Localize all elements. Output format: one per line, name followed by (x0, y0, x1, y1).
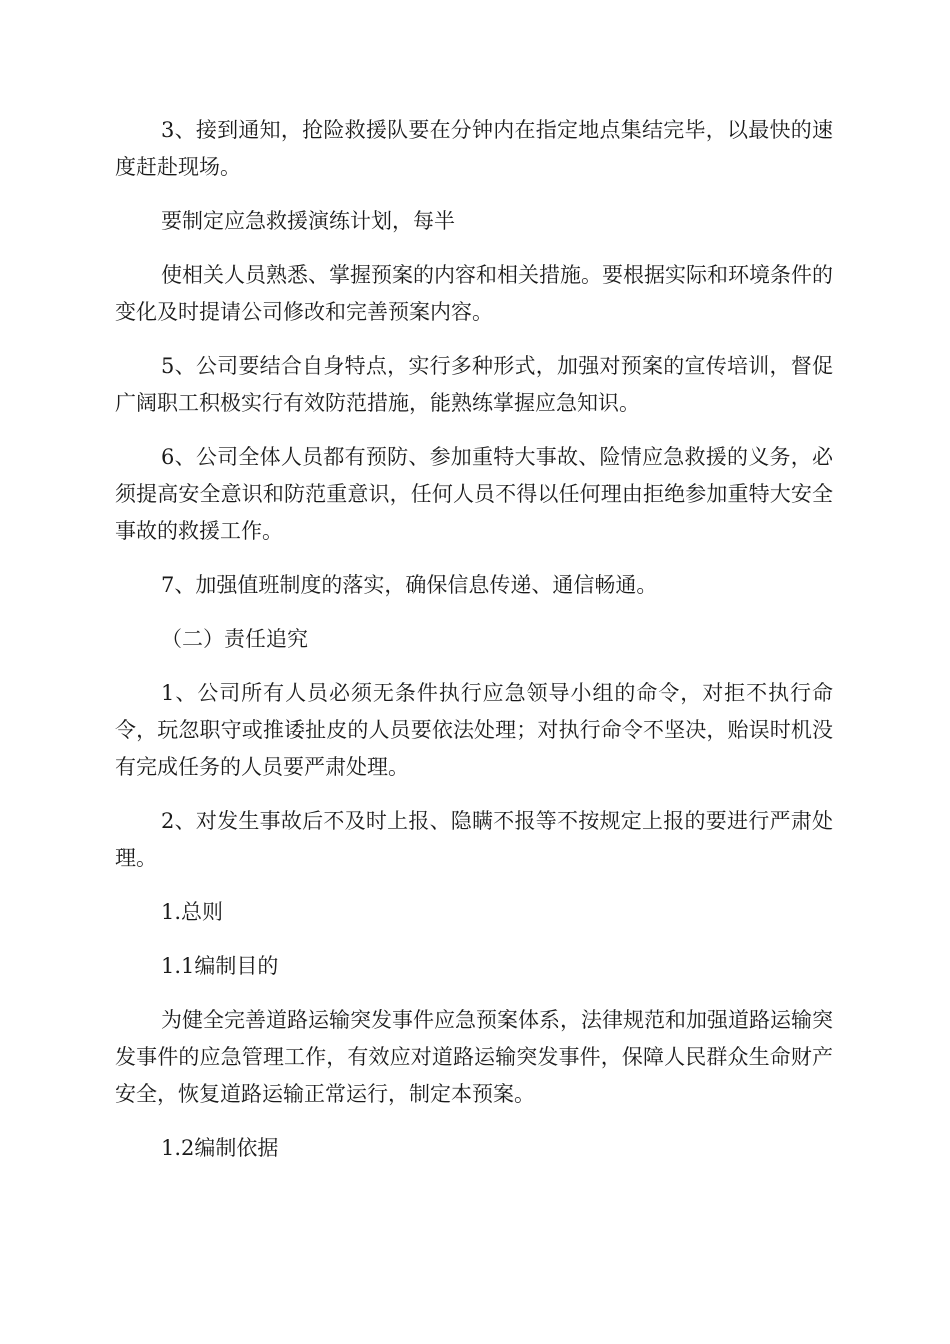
section-heading-accountability: （二）责任追究 (161, 627, 308, 651)
paragraph-command-compliance: 1、公司所有人员必须无条件执行应急领导小组的命令，对拒不执行命令，玩忽职守或推诿扯皮的人员要依法处理；对执行命令不坚决，贻误时机没有完成任务的人员要严肃处理。 (115, 681, 833, 779)
paragraph-purpose: 为健全完善道路运输突发事件应急预案体系，法律规范和加强道路运输突发事件的应急管理工作，有效应对道路运输突发事件，保障人民群众生命财产安全，恢复道路运输正常运行，制定本预案。 (115, 1008, 833, 1106)
paragraph-obligation: 6、公司全体人员都有预防、参加重特大事故、险情应急救援的义务，必须提高安全意识和防范重意识，任何人员不得以任何理由拒绝参加重特大安全事故的救援工作。 (115, 445, 833, 543)
paragraph-duty-system: 7、加强值班制度的落实，确保信息传递、通信畅通。 (161, 573, 658, 597)
subsection-heading-purpose: 1.1编制目的 (161, 954, 279, 978)
paragraph-drill-plan: 要制定应急救援演练计划，每半 (161, 209, 455, 233)
document-body (115, 112, 833, 1184)
paragraph-familiarize: 使相关人员熟悉、掌握预案的内容和相关措施。要根据实际和环境条件的变化及时提请公司修改和完善预案内容。 (115, 263, 833, 324)
subsection-heading-basis: 1.2编制依据 (161, 1136, 279, 1160)
paragraph-reporting: 2、对发生事故后不及时上报、隐瞒不报等不按规定上报的要进行严肃处理。 (115, 809, 833, 870)
paragraph-training: 5、公司要结合自身特点，实行多种形式，加强对预案的宣传培训，督促广阔职工积极实行有效防范措施，能熟练掌握应急知识。 (115, 354, 833, 415)
paragraph-assembly: 3、接到通知，抢险救援队要在分钟内在指定地点集结完毕，以最快的速度赶赴现场。 (115, 118, 833, 179)
section-heading-general: 1.总则 (161, 900, 224, 924)
